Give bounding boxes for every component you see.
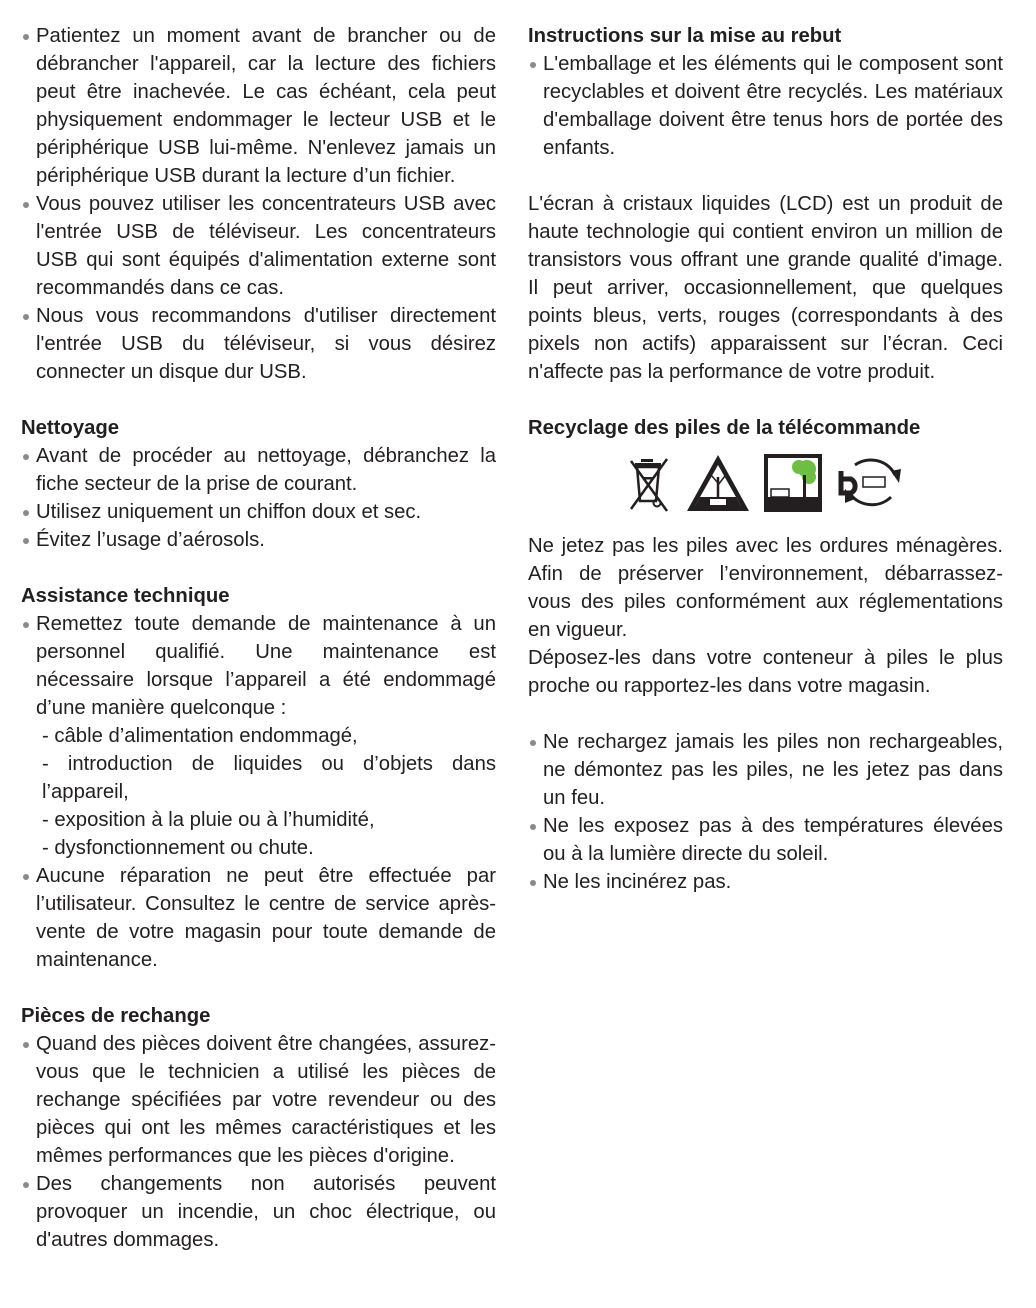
left-column [21,22,496,1254]
usb-bullet: Nous vous recommandons d'utiliser directement l'entrée USB du téléviseur, si vous désirez connecter un disque dur USB. [21,302,496,386]
damage-item: - introduction de liquides ou d’objets dans l’appareil, [42,753,496,803]
disposal-bullet-list [528,50,1003,162]
disposal-bullet: L'emballage et les éléments qui le composent sont recyclables et doivent être recyclés. Les matériaux d'emballage doivent être tenus hors de portée des enfants. [528,50,1003,162]
cleaning-bullet: Évitez l’usage d’aérosols. [21,526,496,554]
battery-bullet: Ne rechargez jamais les piles non rechargeables, ne démontez pas les piles, ne les jetez pas dans un feu. [528,728,1003,812]
spare-parts-bullet-list [21,1030,496,1254]
battery-recycling-icons [528,448,1003,518]
damage-item: - exposition à la pluie ou à l’humidité, [42,809,375,831]
cleaning-bullet: Avant de procéder au nettoyage, débranchez la fiche secteur de la prise de courant. [21,442,496,498]
damage-item: - câble d’alimentation endommagé, [42,725,358,747]
lcd-paragraph: L'écran à cristaux liquides (LCD) est un produit de haute technologie qui contient environ un million de transistors vous offrant une grande qualité d'image. Il peut arriver, occasionnellement, que quelques points bleus, verts, rouges (correspondants à des pixels non actifs) apparaissent sur l’écran. Ceci n'affecte pas la performance de votre produit. [528,193,1003,383]
battery-tree-environment-icon [763,453,823,513]
support-bullet-list [21,610,496,974]
battery-bullet-list [528,728,1003,896]
battery-bullet: Ne les incinérez pas. [528,868,1003,896]
right-column [528,22,1003,896]
battery-hazard-triangle-icon [685,453,751,513]
battery-bullet: Ne les exposez pas à des températures élevées ou à la lumière directe du soleil. [528,812,1003,868]
cleaning-bullet-list [21,442,496,554]
cleaning-heading: Nettoyage [21,417,120,439]
battery-heading: Recyclage des piles de la télécommande [528,417,921,439]
cleaning-bullet: Utilisez uniquement un chiffon doux et sec. [21,498,496,526]
usb-bullet: Patientez un moment avant de brancher ou de débrancher l'appareil, car la lecture des fichiers peut être inachevée. Le cas échéant, cela peut physiquement endommager le lecteur USB et le périphérique USB lui-même. N'enlevez jamais un périphérique USB durant la lecture d’un fichier. [21,22,496,190]
support-bullet: Aucune réparation ne peut être effectuée par l’utilisateur. Consultez le centre de service après-vente de votre magasin pour toute demande de maintenance. [21,862,496,974]
usb-bullet: Vous pouvez utiliser les concentrateurs USB avec l'entrée USB de téléviseur. Les concentrateurs USB qui sont équipés d'alimentation externe sont recommandés dans ce cas. [21,190,496,302]
spare-parts-bullet: Des changements non autorisés peuvent provoquer un incendie, un choc électrique, ou d'autres dommages. [21,1170,496,1254]
support-bullet [21,610,496,862]
support-bullet-intro: Remettez toute demande de maintenance à un personnel qualifié. Une maintenance est nécessaire lorsque l’appareil a été endommagé d’une manière quelconque : [36,613,496,719]
crossed-bin-icon [627,453,673,513]
battery-paragraph-1: Ne jetez pas les piles avec les ordures ménagères. Afin de préserver l’environnement, débarrassez-vous des piles conformément aux réglementations en vigueur. [528,535,1003,641]
disposal-heading: Instructions sur la mise au rebut [528,25,842,47]
battery-recycle-cycle-icon [835,453,905,513]
usb-bullet-list [21,22,496,386]
spare-parts-heading: Pièces de rechange [21,1005,211,1027]
spare-parts-bullet: Quand des pièces doivent être changées, assurez-vous que le technicien a utilisé les pièces de rechange spécifiées par votre revendeur ou des pièces qui ont les mêmes caractéristiques et les mêmes performances que les pièces d'origine. [21,1030,496,1170]
battery-paragraph-2: Déposez-les dans votre conteneur à piles le plus proche ou rapportez-les dans votre magasin. [528,647,1003,697]
support-heading: Assistance technique [21,585,230,607]
damage-item: - dysfonctionnement ou chute. [42,837,314,859]
